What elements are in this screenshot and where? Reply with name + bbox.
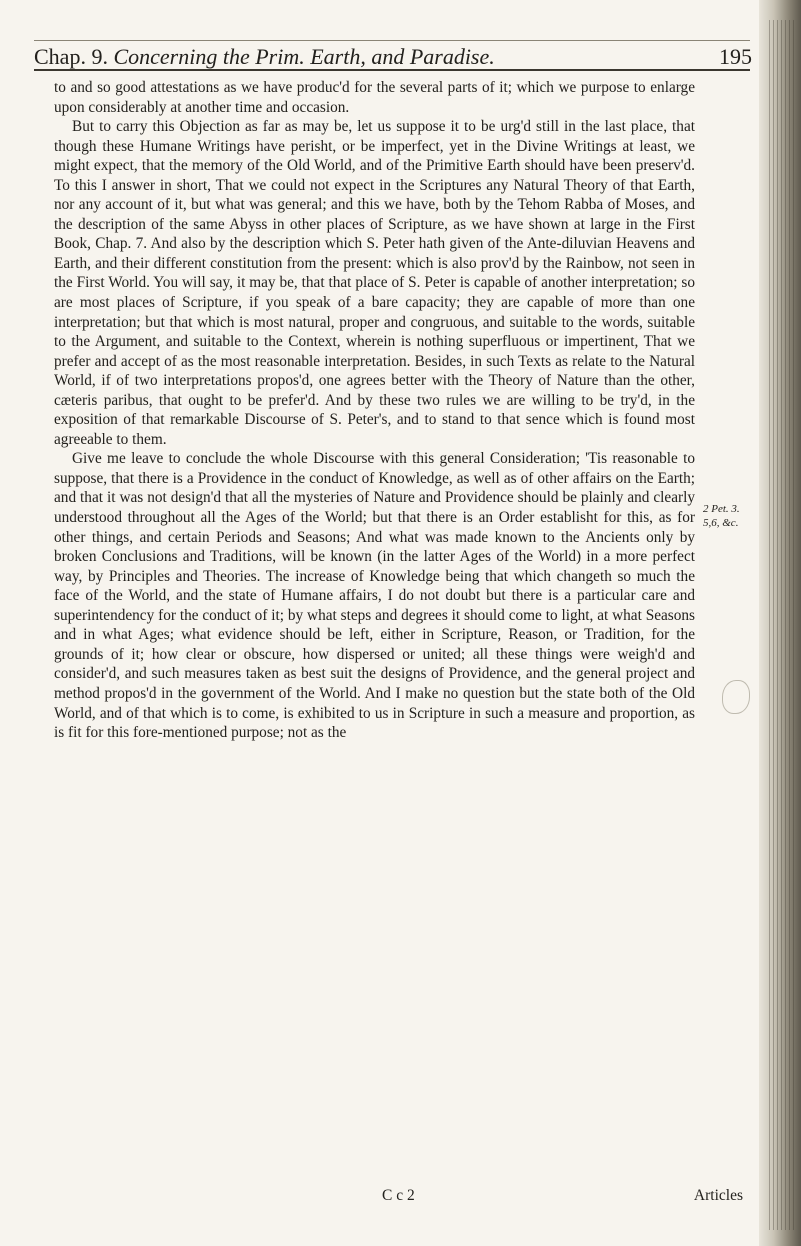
chapter-label: Chap. 9. <box>34 44 108 69</box>
signature-mark: C c 2 <box>382 1187 415 1204</box>
body-text <box>54 78 695 743</box>
page-gutter-shadow <box>759 0 801 1246</box>
page-edge-lines <box>769 20 795 1230</box>
running-header <box>34 44 752 70</box>
catchword: Articles <box>693 1187 743 1204</box>
paragraph: to and so good attestations as we have produc'd for the several parts of it; which we purpose to enlarge upon considerably at another time and occasion. <box>54 79 695 116</box>
ink-smudge <box>722 680 750 714</box>
page-number: 195 <box>719 44 752 69</box>
paragraph: But to carry this Objection as far as may be, let us suppose it to be urg'd still in the last place, that though these Humane Writings have perisht, or be imperfect, yet in the Divine Writings at least, we might expect, that the memory of the Old World, and of the Primitive Earth should have been preserv'd. To this I answer in short, That we could not expect in the Scriptures any Natural Theory of that Earth, nor any account of it, but what was general; and this we have, both by the Tehom Rabba of Moses, and the description of the same Abyss in other places of Scripture, as we have shown at large in the First Book, Chap. 7. And also by the description which S. Peter hath given of the Ante-diluvian Heavens and Earth, and their different constitution from the present: which is also prov'd by the Rainbow, not seen in the First World. You will say, it may be, that that place of S. Peter is capable of another interpretation; so are most places of Scripture, if you speak of a bare capacity; they are capable of more than one interpretation; but that which is most natural, proper and congruous, and suitable to the words, suitable to the Argument, and suitable to the Context, wherein is nothing superfluous or impertinent, That we prefer and accept of as the most reasonable interpretation. Besides, in such Texts as relate to the Natural World, if of two interpretations propos'd, one agrees better with the Theory of Nature than the other, cæteris paribus, that ought to be prefer'd. And by these two rules we are willing to be try'd, in the exposition of that remarkable Discourse of S. Peter's, and to stand to that sence which is found most agreeable to them. <box>54 118 695 448</box>
paragraph: Give me leave to conclude the whole Discourse with this general Consideration; 'Tis reasonable to suppose, that there is a Providence in the conduct of Knowledge, as well as of other affairs on the Earth; and that it was not design'd that all the mysteries of Nature and Providence should be plainly and clearly understood throughout all the Ages of the World; but that there is an Order establisht for this, as for other things, and certain Periods and Seasons; And what was made known to the Ancients only by broken Conclusions and Traditions, will be known (in the latter Ages of the World) in a more perfect way, by Principles and Theories. The increase of Knowledge being that which changeth so much the face of the World, and the state of Humane affairs, I do not doubt but there is a particular care and superintendency for the conduct of it; by what steps and degrees it should come to light, at what Seasons and in what Ages; what evidence should be left, either in Scripture, Reason, or Tradition, for the grounds of it; how clear or obscure, how dispersed or united; all these things were weigh'd and consider'd, and such measures taken as best suit the designs of Providence, and the general project and method propos'd in the government of the World. And I make no question but the state both of the Old World, and of that which is to come, is exhibited to us in Scripture in such a measure and proportion, as is fit for this fore-mentioned purpose; not as the <box>54 450 695 742</box>
header-top-rule <box>34 40 750 41</box>
running-head-line <box>34 44 752 70</box>
margin-note: 2 Pet. 3. 5,6, &c. <box>703 503 740 529</box>
header-rule <box>34 69 750 71</box>
running-title: Concerning the Prim. Earth, and Paradise. <box>113 44 495 69</box>
